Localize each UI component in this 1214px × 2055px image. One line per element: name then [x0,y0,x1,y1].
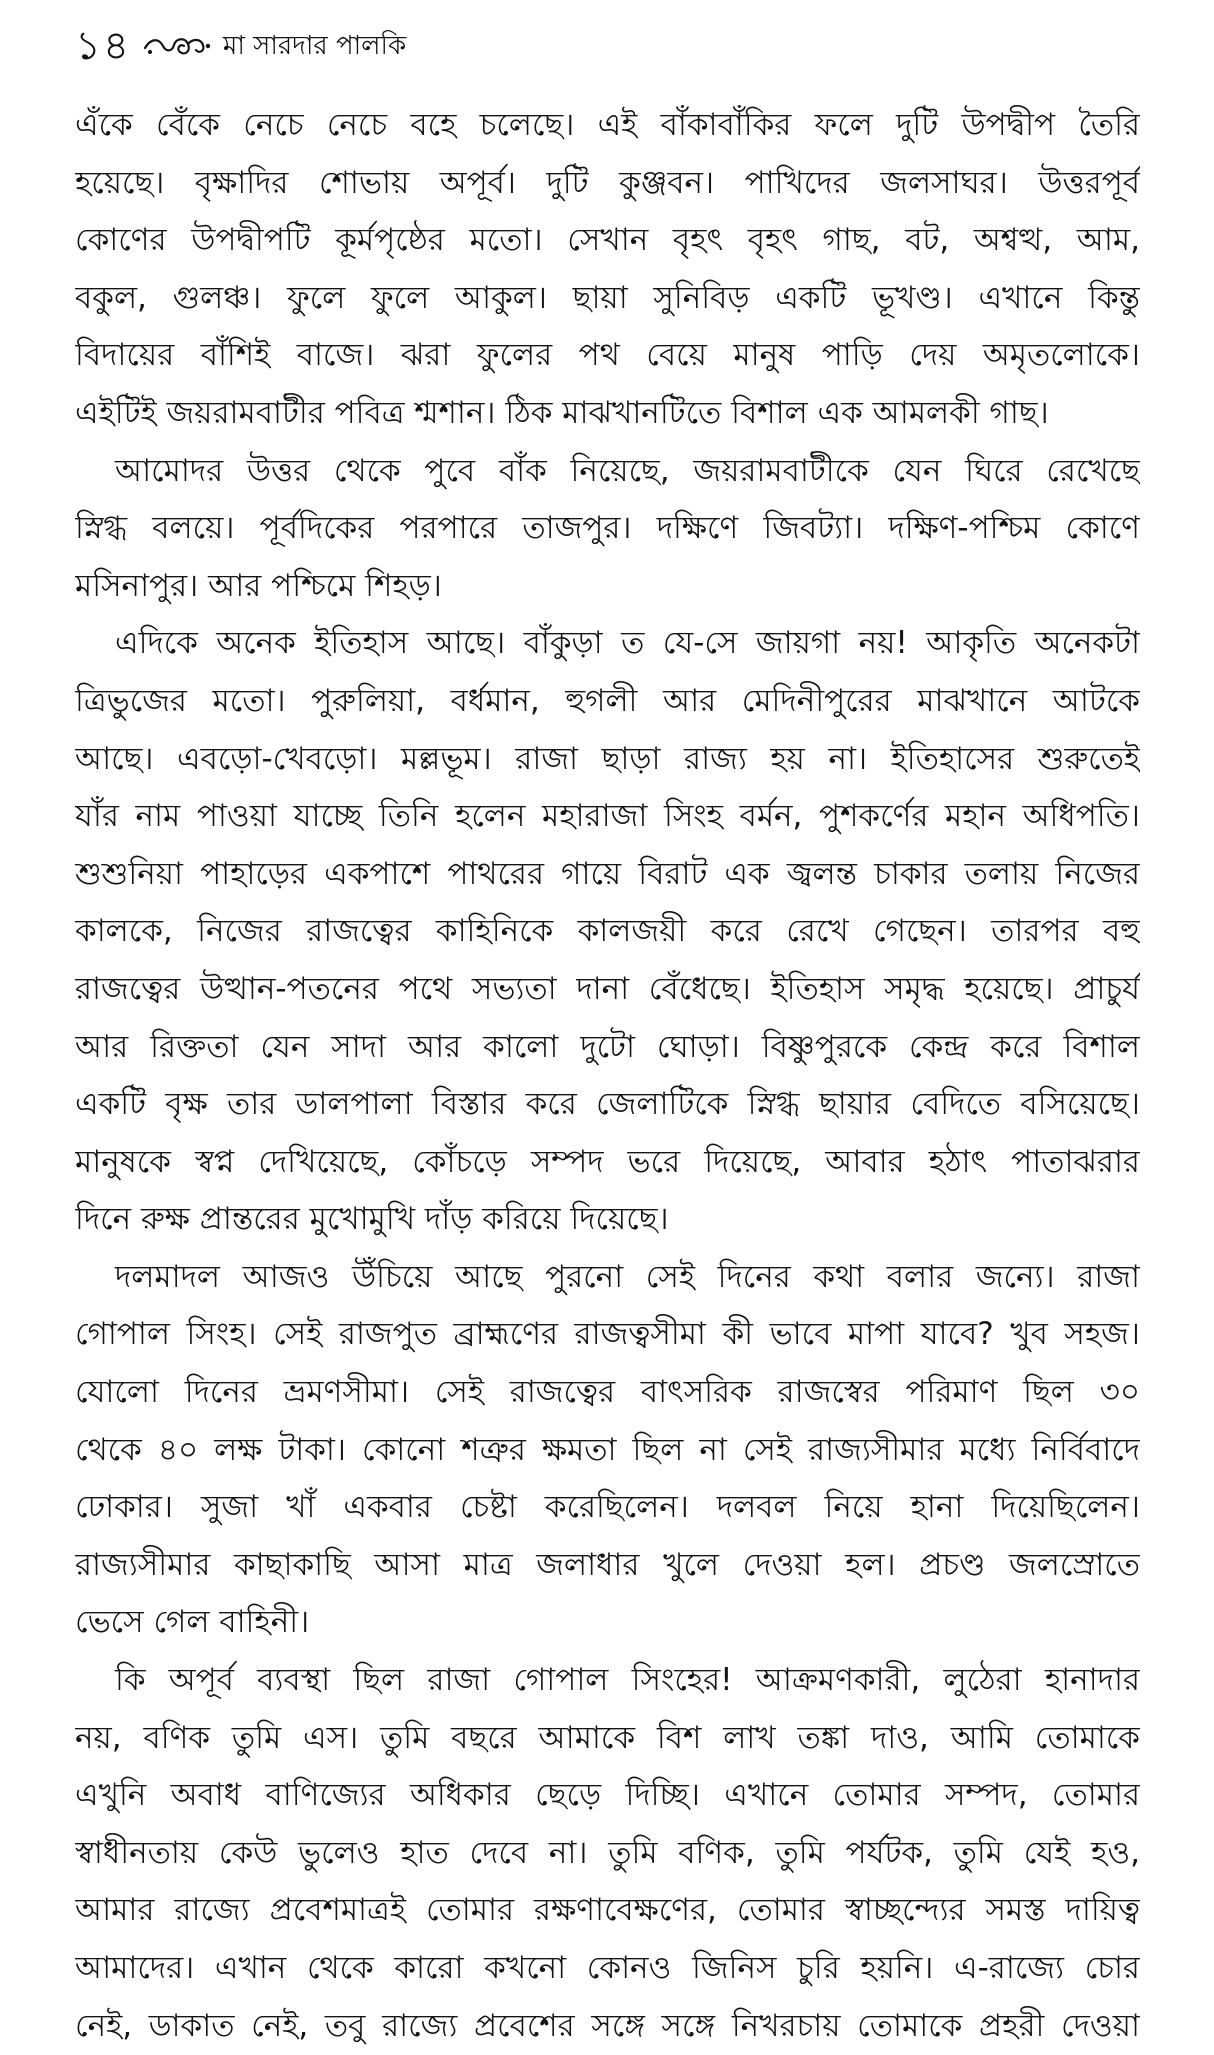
text-line: থেকে ৪০ লক্ষ টাকা। কোনো শত্রুর ক্ষমতা ছিল না সেই রাজ্যসীমার মধ্যে নির্বিবাদে [75,1431,1140,1468]
page-number: ১৪ [75,22,131,69]
text-line: দলমাদল আজও উঁচিয়ে আছে পুরনো সেই দিনের কথা বলার জন্যে। রাজা [115,1258,1140,1295]
paragraph [75,1652,1140,2055]
text-line: দিনে রুক্ষ প্রান্তরের মুখোমুখি দাঁড় করিয়ে দিয়েছে। [75,1201,669,1238]
text-line: রাজ্যসীমার কাছাকাছি আসা মাত্র জলাধার খুলে দেওয়া হল। প্রচণ্ড জলস্রোতে [75,1546,1140,1583]
text-line: আর রিক্ততা যেন সাদা আর কালো দুটো ঘোড়া। বিষ্ণুপুরকে কেন্দ্র করে বিশাল [75,1028,1140,1065]
text-line: বিদায়ের বাঁশিই বাজে। ঝরা ফুলের পথ বেয়ে মানুষ পাড়ি দেয় অমৃতলোকে। [75,337,1140,374]
text-line: আমাদের। এখান থেকে কারো কখনো কোনও জিনিস চুরি হয়নি। এ-রাজ্যে চোর [75,1950,1140,1986]
text-line: ঢোকার। সুজা খাঁ একবার চেষ্টা করেছিলেন। দলবল নিয়ে হানা দিয়েছিলেন। [75,1489,1140,1526]
text-line: আছে। এবড়ো-খেবড়ো। মল্লভূম। রাজা ছাড়া রাজ্য হয় না। ইতিহাসের শুরুতেই [75,740,1140,777]
running-head [75,22,406,72]
text-line: কালকে, নিজের রাজত্বের কাহিনিকে কালজয়ী করে রেখে গেছেন। তারপর বহু [75,913,1140,950]
text-line: আমোদর উত্তর থেকে পুবে বাঁক নিয়েছে, জয়রামবাটীকে যেন ঘিরে রেখেছে [115,452,1140,489]
text-line: নেই, ডাকাত নেই, তবু রাজ্যে প্রবেশের সঙ্গে সঙ্গে নিখরচায় তোমাকে প্রহরী দেওয়া [75,2007,1140,2044]
text-line: স্নিগ্ধ বলয়ে। পূর্বদিকের পরপারে তাজপুর। দক্ষিণে জিবট্যা। দক্ষিণ-পশ্চিম কোণে [75,510,1140,547]
text-line: কোণের উপদ্বীপটি কূর্মপৃষ্ঠের মতো। সেখান বৃহৎ বৃহৎ গাছ, বট, অশ্বত্থ, আম, [75,222,1140,259]
text-line: রাজত্বের উত্থান-পতনের পথে সভ্যতা দানা বেঁধেছে। ইতিহাস সমৃদ্ধ হয়েছে। প্রাচুর্য [75,970,1140,1007]
text-line: নয়, বণিক তুমি এস। তুমি বছরে আমাকে বিশ লাখ তঙ্কা দাও, আমি তোমাকে [75,1719,1140,1756]
text-line: স্বাধীনতায় কেউ ভুলেও হাত দেবে না। তুমি বণিক, তুমি পর্যটক, তুমি যেই হও, [75,1834,1140,1871]
text-line: যোলো দিনের ভ্রমণসীমা। সেই রাজত্বের বাৎসরিক রাজস্বের পরিমাণ ছিল ৩০ [75,1374,1140,1411]
text-line: একটি বৃক্ষ তার ডালপালা বিস্তার করে জেলাটিকে স্নিগ্ধ ছায়ার বেদিতে বসিয়েছে। [75,1086,1140,1123]
text-line: এদিকে অনেক ইতিহাস আছে। বাঁকুড়া ত যে-সে জায়গা নয়! আকৃতি অনেকটা [115,625,1140,662]
running-title: মা সারদার পালকি [222,31,407,61]
paragraph [75,97,1140,443]
text-line: কি অপূর্ব ব্যবস্থা ছিল রাজা গোপাল সিংহের! আক্রমণকারী, লুঠেরা হানাদার [115,1662,1140,1699]
text-line: এখুনি অবাধ বাণিজ্যের অধিকার ছেড়ে দিচ্ছি। এখানে তোমার সম্পদ, তোমার [75,1777,1140,1814]
text-line: ভেসে গেল বাহিনী। [75,1604,310,1641]
ornament-icon [141,32,213,62]
text-line: আমার রাজ্যে প্রবেশমাত্রই তোমার রক্ষণাবেক্ষণের, তোমার স্বাচ্ছন্দ্যের সমস্ত দায়িত্ব [75,1892,1140,1929]
text-line: ত্রিভুজের মতো। পুরুলিয়া, বর্ধমান, হুগলী আর মেদিনীপুরের মাঝখানে আটকে [75,682,1140,719]
text-line: মানুষকে স্বপ্ন দেখিয়েছে, কোঁচড়ে সম্পদ ভরে দিয়েছে, আবার হঠাৎ পাতাঝরার [75,1143,1140,1180]
text-line: গোপাল সিংহ। সেই রাজপুত ব্রাহ্মণের রাজত্বসীমা কী ভাবে মাপা যাবে? খুব সহজ। [75,1316,1140,1353]
text-line: শুশুনিয়া পাহাড়ের একপাশে পাথরের গায়ে বিরাট এক জ্বলন্ত চাকার তলায় নিজের [75,855,1140,892]
text-line: যাঁর নাম পাওয়া যাচ্ছে তিনি হলেন মহারাজা সিংহ বর্মন, পুশকর্ণের মহান অধিপতি। [75,798,1140,835]
text-line: এঁকে বেঁকে নেচে নেচে বহে চলেছে। এই বাঁকাবাঁকির ফলে দুটি উপদ্বীপ তৈরি [75,107,1140,143]
body-text [75,97,1140,2055]
text-line: মসিনাপুর। আর পশ্চিমে শিহড়। [75,567,442,604]
paragraph [75,615,1140,1249]
paragraph [75,1249,1140,1652]
text-line: হয়েছে। বৃক্ষাদির শোভায় অপূর্ব। দুটি কুঞ্জবন। পাখিদের জলসাঘর। উত্তরপূর্ব [75,164,1140,201]
text-line: এইটিই জয়রামবাটীর পবিত্র শ্মশান। ঠিক মাঝখানটিতে বিশাল এক আমলকী গাছ। [75,394,1049,431]
text-line: বকুল, গুলঞ্চ। ফুলে ফুলে আকুল। ছায়া সুনিবিড় একটি ভূখণ্ড। এখানে কিন্তু [75,279,1140,316]
paragraph [75,443,1140,616]
